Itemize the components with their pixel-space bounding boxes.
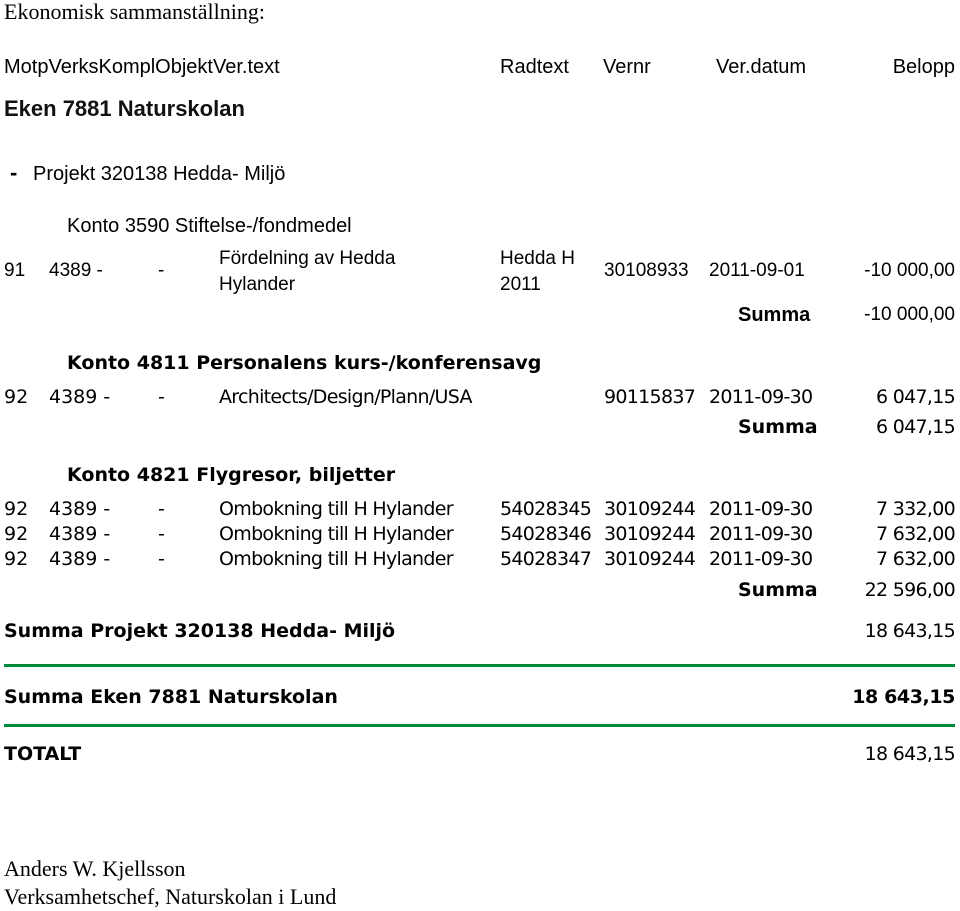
cell-b: 4389 - [49,498,111,520]
cell-a: 92 [4,498,29,520]
cell-a: 92 [4,523,29,545]
konto-heading: Konto 4821 Flygresor, biljetter [67,464,396,486]
totalt-value: 18 643,15 [864,743,955,765]
cell-a: 91 [4,260,26,281]
cell-vernr: 30109244 [604,548,696,570]
cell-c: - [158,548,165,570]
cell-amount: 7 632,00 [875,548,955,570]
cell-vernr: 90115837 [604,386,696,408]
cell-radtext: 54028347 [500,548,592,570]
cell-radtext: 54028345 [500,498,592,520]
column-header-objekttext: MotpVerksKomplObjektVer.text [4,56,280,78]
summa-label: Summa [738,579,818,601]
cell-radtext-line1: Hedda H [500,248,575,269]
cell-b: 4389 - [49,386,111,408]
column-header-vernr: Vernr [603,56,651,78]
cell-amount: -10 000,00 [864,260,955,281]
cell-a: 92 [4,386,29,408]
divider-rule [4,724,955,727]
summa-value: -10 000,00 [864,304,955,325]
signature-name: Anders W. Kjellsson [4,856,186,881]
cell-c: - [158,260,165,281]
summa-label: Summa [738,304,811,326]
column-header-verdatum: Ver.datum [716,56,807,78]
cell-date: 2011-09-01 [709,260,805,281]
column-header-belopp: Belopp [892,56,955,78]
totalt-label: TOTALT [4,743,82,765]
cell-date: 2011-09-30 [709,386,813,408]
summa-value: 6 047,15 [875,416,955,438]
cell-radtext: 54028346 [500,523,592,545]
signature-role: Verksamhetschef, Naturskolan i Lund [4,884,337,909]
document-title: Ekonomisk sammanställning: [4,0,265,24]
group-heading: Eken 7881 Naturskolan [4,96,245,121]
cell-a: 92 [4,548,29,570]
project-dash: - [10,160,18,185]
cell-date: 2011-09-30 [709,523,813,545]
column-header-radtext: Radtext [500,56,569,78]
cell-date: 2011-09-30 [709,498,813,520]
cell-radtext-line2: 2011 [500,274,541,295]
konto-heading: Konto 3590 Stiftelse-/fondmedel [67,215,352,237]
cell-b: 4389 - [49,523,111,545]
cell-text: Architects/Design/Plann/USA [219,386,472,408]
cell-amount: 7 332,00 [875,498,955,520]
cell-b: 4389 - [49,548,111,570]
cell-amount: 6 047,15 [875,386,955,408]
cell-text: Ombokning till H Hylander [219,523,453,545]
project-heading: Projekt 320138 Hedda- Miljö [33,163,286,185]
cell-vernr: 30109244 [604,498,696,520]
summa-group-value: 18 643,15 [852,686,955,708]
cell-vernr: 30108933 [604,260,689,281]
konto-heading: Konto 4811 Personalens kurs-/konferensavg [67,352,542,374]
summa-group-label: Summa Eken 7881 Naturskolan [4,686,338,708]
summa-projekt-value: 18 643,15 [864,620,955,642]
cell-c: - [158,523,165,545]
cell-amount: 7 632,00 [875,523,955,545]
summa-label: Summa [738,416,818,438]
cell-c: - [158,386,165,408]
cell-vernr: 30109244 [604,523,696,545]
summa-projekt-label: Summa Projekt 320138 Hedda- Miljö [4,620,396,642]
cell-c: - [158,498,165,520]
cell-text: Ombokning till H Hylander [219,498,453,520]
cell-text-line1: Fördelning av Hedda [219,248,396,269]
summa-value: 22 596,00 [864,579,955,601]
cell-date: 2011-09-30 [709,548,813,570]
cell-text: Ombokning till H Hylander [219,548,453,570]
cell-b: 4389 - [49,260,103,281]
cell-text-line2: Hylander [219,274,296,295]
divider-rule [4,664,955,667]
